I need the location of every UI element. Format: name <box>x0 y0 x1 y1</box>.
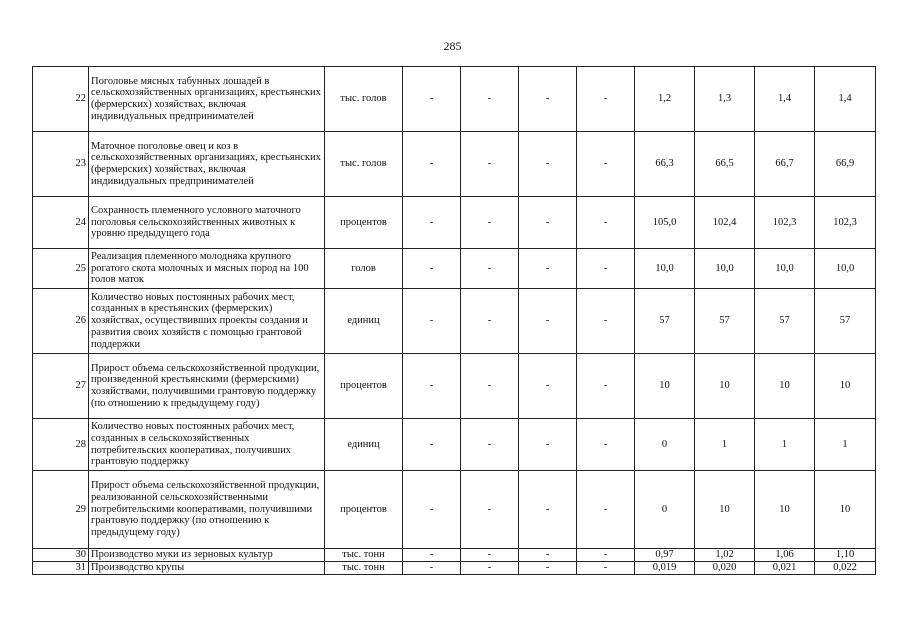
table-row <box>33 132 876 197</box>
unit-cell: тыс. голов <box>325 132 403 197</box>
table-row <box>33 354 876 419</box>
row-number: 30 <box>33 549 89 562</box>
value-cell: - <box>577 562 635 575</box>
row-number: 25 <box>33 249 89 289</box>
table-row <box>33 562 876 575</box>
value-cell: - <box>577 419 635 471</box>
value-cell: 0,97 <box>635 549 695 562</box>
value-cell: 1 <box>755 419 815 471</box>
indicator-name: Сохранность племенного условного маточного поголовья сельскохозяйственных животных к уровню предыдущего года <box>89 197 325 249</box>
indicator-name: Прирост объема сельскохозяйственной продукции, произведенной крестьянскими (фермерскими) хозяйствами, получившими грантовую поддержку (по отношению к предыдущему году) <box>89 354 325 419</box>
value-cell: 57 <box>755 289 815 354</box>
value-cell: 10 <box>815 354 876 419</box>
value-cell: 66,9 <box>815 132 876 197</box>
page-number: 285 <box>443 39 462 53</box>
value-cell: 1,4 <box>755 67 815 132</box>
row-number: 28 <box>33 419 89 471</box>
value-cell: - <box>577 197 635 249</box>
value-cell: 0,021 <box>755 562 815 575</box>
unit-cell: единиц <box>325 419 403 471</box>
value-cell: - <box>519 132 577 197</box>
value-cell: 10,0 <box>815 249 876 289</box>
value-cell: 57 <box>635 289 695 354</box>
value-cell: 10,0 <box>635 249 695 289</box>
value-cell: 0,019 <box>635 562 695 575</box>
value-cell: - <box>519 562 577 575</box>
value-cell: 0 <box>635 419 695 471</box>
table-row <box>33 419 876 471</box>
value-cell: 10 <box>695 471 755 549</box>
value-cell: - <box>461 249 519 289</box>
unit-cell: единиц <box>325 289 403 354</box>
value-cell: 1 <box>695 419 755 471</box>
row-number: 31 <box>33 562 89 575</box>
value-cell: - <box>577 249 635 289</box>
value-cell: 10 <box>695 354 755 419</box>
indicators-table <box>32 66 876 575</box>
value-cell: - <box>461 67 519 132</box>
indicator-name: Прирост объема сельскохозяйственной продукции, реализованной сельскохозяйственными потребительскими кооперативами, получившими грантовую поддержку (по отношению к предыдущему году) <box>89 471 325 549</box>
value-cell: - <box>461 471 519 549</box>
value-cell: - <box>519 197 577 249</box>
value-cell: - <box>403 471 461 549</box>
unit-cell: голов <box>325 249 403 289</box>
value-cell: 10,0 <box>755 249 815 289</box>
value-cell: 105,0 <box>635 197 695 249</box>
value-cell: 10 <box>755 354 815 419</box>
value-cell: - <box>577 549 635 562</box>
value-cell: - <box>403 197 461 249</box>
value-cell: 102,4 <box>695 197 755 249</box>
value-cell: 0 <box>635 471 695 549</box>
value-cell: 1,2 <box>635 67 695 132</box>
value-cell: 1,06 <box>755 549 815 562</box>
value-cell: 1,02 <box>695 549 755 562</box>
indicator-name: Маточное поголовье овец и коз в сельскохозяйственных организациях, крестьянских (фермерских) хозяйствах, включая индивидуальных предпринимателей <box>89 132 325 197</box>
indicator-name: Реализация племенного молодняка крупного рогатого скота молочных и мясных пород на 100 голов маток <box>89 249 325 289</box>
value-cell: 1,3 <box>695 67 755 132</box>
value-cell: - <box>403 562 461 575</box>
value-cell: 66,7 <box>755 132 815 197</box>
value-cell: 102,3 <box>755 197 815 249</box>
unit-cell: процентов <box>325 197 403 249</box>
value-cell: 10 <box>635 354 695 419</box>
row-number: 22 <box>33 67 89 132</box>
value-cell: 1,10 <box>815 549 876 562</box>
value-cell: - <box>577 354 635 419</box>
value-cell: 57 <box>815 289 876 354</box>
value-cell: 0,020 <box>695 562 755 575</box>
table-row <box>33 249 876 289</box>
value-cell: - <box>461 549 519 562</box>
table-row <box>33 549 876 562</box>
value-cell: - <box>519 249 577 289</box>
indicator-name: Производство крупы <box>89 562 325 575</box>
unit-cell: процентов <box>325 471 403 549</box>
value-cell: - <box>519 354 577 419</box>
unit-cell: процентов <box>325 354 403 419</box>
value-cell: 66,5 <box>695 132 755 197</box>
value-cell: - <box>403 419 461 471</box>
value-cell: - <box>461 197 519 249</box>
value-cell: - <box>577 67 635 132</box>
value-cell: - <box>461 132 519 197</box>
unit-cell: тыс. голов <box>325 67 403 132</box>
indicator-name: Производство муки из зерновых культур <box>89 549 325 562</box>
row-number: 26 <box>33 289 89 354</box>
value-cell: - <box>403 549 461 562</box>
row-number: 29 <box>33 471 89 549</box>
value-cell: 0,022 <box>815 562 876 575</box>
value-cell: 10,0 <box>695 249 755 289</box>
value-cell: - <box>403 354 461 419</box>
unit-cell: тыс. тонн <box>325 562 403 575</box>
value-cell: - <box>461 419 519 471</box>
value-cell: - <box>461 354 519 419</box>
table-row <box>33 289 876 354</box>
value-cell: - <box>519 67 577 132</box>
value-cell: - <box>519 549 577 562</box>
table-row <box>33 471 876 549</box>
value-cell: - <box>461 562 519 575</box>
value-cell: - <box>577 289 635 354</box>
value-cell: 10 <box>755 471 815 549</box>
indicator-name: Количество новых постоянных рабочих мест, созданных в крестьянских (фермерских) хозяйствах, осуществивших проекты создания и развития своих хозяйств с помощью грантовой поддержки <box>89 289 325 354</box>
value-cell: - <box>403 249 461 289</box>
value-cell: - <box>577 132 635 197</box>
row-number: 27 <box>33 354 89 419</box>
value-cell: 102,3 <box>815 197 876 249</box>
value-cell: 57 <box>695 289 755 354</box>
value-cell: 1,4 <box>815 67 876 132</box>
value-cell: - <box>519 289 577 354</box>
value-cell: - <box>461 289 519 354</box>
value-cell: - <box>403 67 461 132</box>
indicator-name: Количество новых постоянных рабочих мест, созданных в сельскохозяйственных потребительских кооперативах, получивших грантовую поддержку <box>89 419 325 471</box>
value-cell: - <box>403 132 461 197</box>
value-cell: - <box>577 471 635 549</box>
table-row <box>33 197 876 249</box>
value-cell: - <box>519 419 577 471</box>
indicator-name: Поголовье мясных табунных лошадей в сельскохозяйственных организациях, крестьянских (фермерских) хозяйствах, включая индивидуальных предпринимателей <box>89 67 325 132</box>
value-cell: 10 <box>815 471 876 549</box>
row-number: 23 <box>33 132 89 197</box>
value-cell: 1 <box>815 419 876 471</box>
value-cell: 66,3 <box>635 132 695 197</box>
table-row <box>33 67 876 132</box>
value-cell: - <box>403 289 461 354</box>
unit-cell: тыс. тонн <box>325 549 403 562</box>
row-number: 24 <box>33 197 89 249</box>
value-cell: - <box>519 471 577 549</box>
